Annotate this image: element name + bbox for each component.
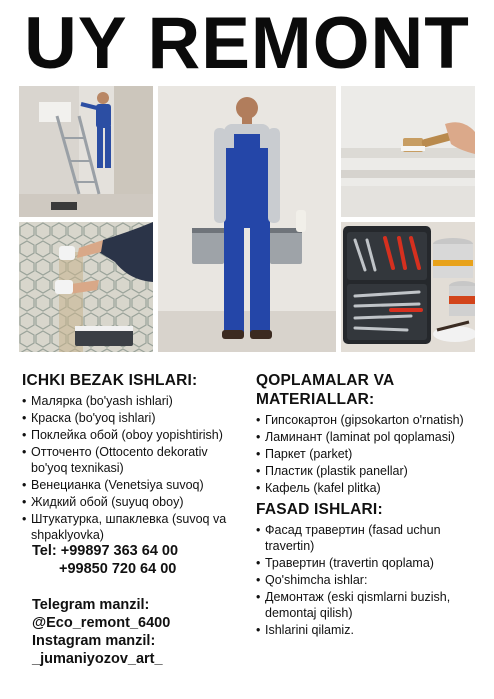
list-item: • Кафель (kafel plitka) xyxy=(256,480,481,496)
list-item: • Фасад травертин (fasad uchun travertin) xyxy=(256,522,465,554)
list-item: • Qo'shimcha ishlar: xyxy=(256,572,481,588)
contacts-block xyxy=(32,542,252,668)
list-item: • Ishlarini qilamiz. xyxy=(256,622,481,638)
phone-number-1[interactable]: +99897 363 64 00 xyxy=(60,543,179,559)
instagram-label: Instagram manzil: xyxy=(32,633,156,649)
page-title: UY REMONT xyxy=(24,3,470,84)
coatings-section xyxy=(256,371,481,497)
list-item: • Травертин (travertin qoplama) xyxy=(256,555,481,571)
facade-section xyxy=(256,500,481,639)
coatings-heading: QOPLAMALAR VA MATERIALLAR: xyxy=(256,372,394,408)
list-item: • Пластик (plastik panellar) xyxy=(256,463,481,479)
coatings-list xyxy=(256,412,481,496)
telegram-label: Telegram manzil: xyxy=(32,597,150,613)
phone-number-2[interactable]: +99850 720 64 00 xyxy=(59,561,177,577)
painter-on-ladder-photo xyxy=(19,86,153,217)
list-item: • Паркет (parket) xyxy=(256,446,481,462)
brush-on-molding-photo xyxy=(341,86,475,217)
telegram-handle[interactable]: @Eco_remont_6400 xyxy=(32,615,171,631)
list-item: • Поклейка обой (oboy yopishtirish) xyxy=(22,427,252,443)
worker-with-toolboxes-photo xyxy=(158,86,336,352)
list-item: • Отточенто (Ottocento dekorativ bo'yoq texnikasi) xyxy=(22,444,231,476)
tool-kit-and-paint-cans-photo xyxy=(341,222,475,352)
facade-heading: FASAD ISHLARI: xyxy=(256,501,383,518)
list-item: • Ламинант (laminat pol qoplamasi) xyxy=(256,429,481,445)
list-item: • Штукатурка, шпаклевка (suvoq va shpaklyovka) xyxy=(22,511,256,543)
list-item: • Венецианка (Venetsiya suvoq) xyxy=(22,477,252,493)
list-item: • Краска (bo'yoq ishlari) xyxy=(22,410,252,426)
wallpaper-hanging-photo xyxy=(19,222,153,352)
phone-row xyxy=(32,542,252,560)
facade-list xyxy=(256,522,481,638)
interior-works-section xyxy=(22,371,252,544)
list-item: • Гипсокартон (gipsokarton o'rnatish) xyxy=(256,412,481,428)
list-item: • Жидкий обой (suyuq oboy) xyxy=(22,494,252,510)
list-item: • Демонтаж (eski qismlarni buzish, demontaj qilish) xyxy=(256,589,475,621)
instagram-handle[interactable]: _jumaniyozov_art_ xyxy=(32,651,163,667)
interior-works-list xyxy=(22,393,252,543)
interior-works-heading: ICHKI BEZAK ISHLARI: xyxy=(22,372,198,389)
list-item: • Малярка (bo'yash ishlari) xyxy=(22,393,252,409)
phone-label: Tel: xyxy=(32,543,57,559)
